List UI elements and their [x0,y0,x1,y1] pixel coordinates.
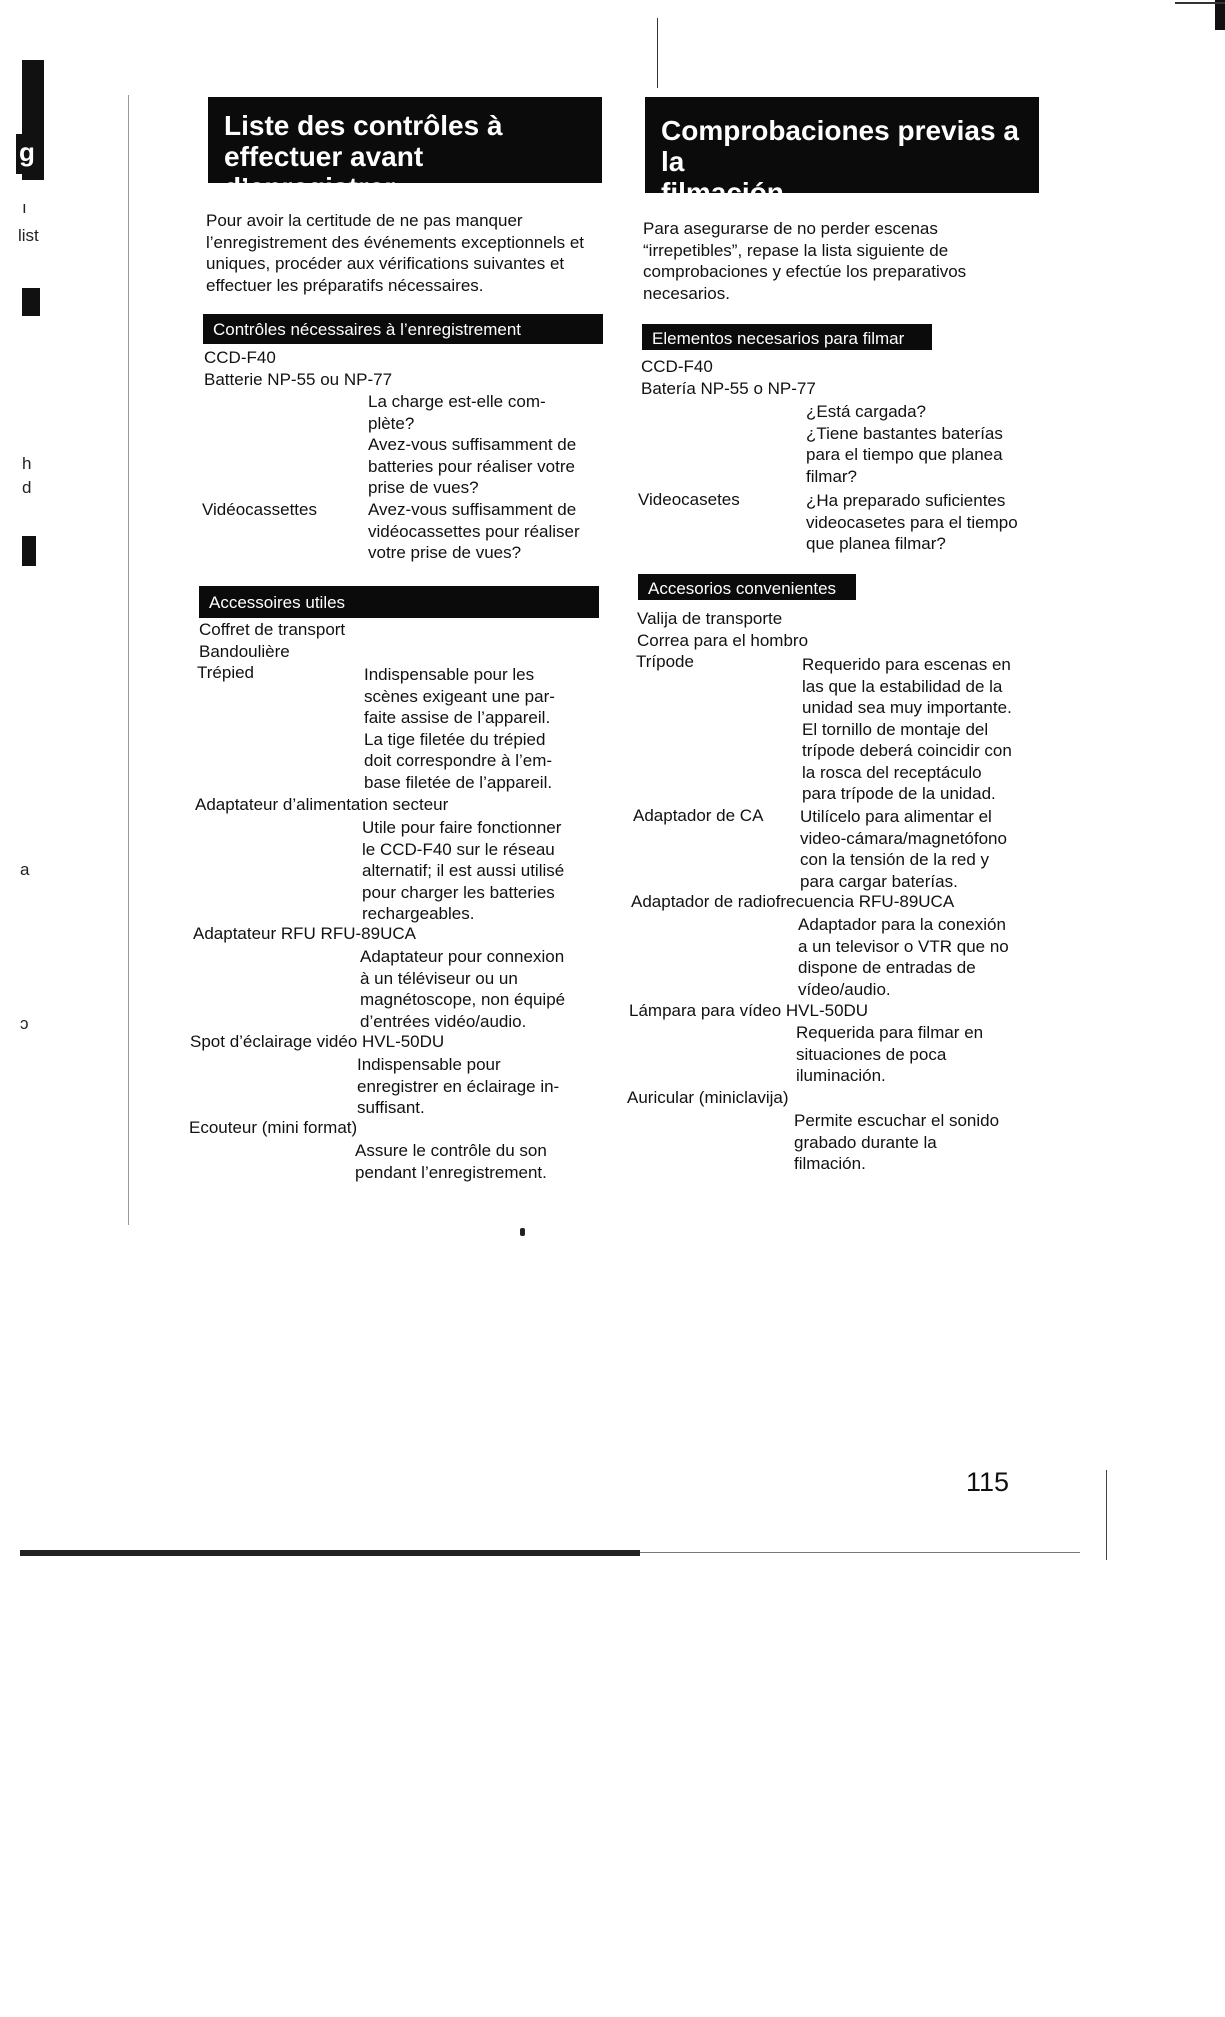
fr-intro: Pour avoir la certitude de ne pas manquer l’enregistrement des événements exceptionnels et uniques, procéder aux vérifications suivantes et effectuer les préparatifs nécessaires. [206,211,584,295]
es-s2-item7: Auricular (miniclavija) [627,1088,789,1107]
fr-s1-item2-desc [368,391,576,499]
fr-title-line2: effectuer avant d’enregistrer [224,141,424,203]
desc-line: vidéocassettes pour réaliser [368,521,580,541]
desc-line: à un téléviseur ou un [360,968,518,988]
fr-section2-heading: Accessoires utiles [199,586,599,618]
margin-snippet-3: h [22,454,32,473]
fr-s2-item4-desc [362,817,564,925]
margin-snippet-1: ı [22,198,27,217]
desc-line: base filetée de l’appareil. [364,772,553,792]
desc-line: doit correspondre à l’em- [364,751,553,770]
es-s2-item3-desc [802,654,1012,805]
fr-s2-item7: Ecouteur (mini format) [189,1118,358,1137]
top-edge-line [1175,2,1225,4]
bottom-right-edge [1106,1470,1107,1560]
desc-line: ¿Tiene bastantes baterías [806,423,1003,443]
desc-line: a un televisor o VTR que no [798,936,1009,956]
desc-line: magnétoscope, non équipé [360,990,566,1009]
es-s2-item6: Lámpara para vídeo HVL-50DU [629,1001,869,1020]
es-s2-item5: Adaptador de radiofrecuencia RFU-89UCA [631,892,955,911]
desc-line: pendant l’enregistrement. [355,1162,547,1182]
fr-s2-item3: Trépied [197,663,255,682]
desc-line: Avez-vous suffisamment de [368,435,577,454]
desc-line: prise de vues? [368,478,479,497]
desc-line: Utile pour faire fonctionner [362,818,562,837]
desc-line: filmar? [806,466,858,486]
fr-s2-item6: Spot d’éclairage vidéo HVL-50DU [190,1032,445,1051]
desc-line: video-cámara/magnetófono [800,828,1007,848]
desc-line: scènes exigeant une par- [364,686,555,706]
desc-line: alternatif; il est aussi utilisé [362,861,565,880]
desc-line: dispone de entradas de [798,958,976,977]
bottom-scan-edge [20,1550,640,1556]
desc-line: pour charger les batteries [362,882,555,902]
es-s1-item3-desc [806,490,1018,555]
desc-line: ¿Ha preparado suficientes [806,491,1006,510]
desc-line: d’entrées vidéo/audio. [360,1011,527,1031]
desc-line: que planea filmar? [806,534,946,553]
fr-s1-item2: Batterie NP-55 ou NP-77 [204,370,393,389]
desc-line: las que la estabilidad de la [802,676,1003,696]
desc-line: para cargar baterías. [800,871,958,891]
desc-line: Utilícelo para alimentar el [800,807,992,826]
es-s2-item4: Adaptador de CA [633,806,764,825]
desc-line: enregistrer en éclairage in- [357,1076,560,1096]
fr-s2-item3-desc [364,664,555,793]
fr-s2-item5-desc [360,946,565,1032]
desc-line: para trípode de la unidad. [802,784,996,803]
desc-line: filmación. [794,1154,866,1173]
desc-line: situaciones de poca [796,1044,947,1064]
margin-snippet-6: ɔ [20,1014,29,1033]
desc-line: faite assise de l’appareil. [364,708,551,727]
es-section2-heading: Accesorios convenientes [638,574,856,600]
desc-line: suffisant. [357,1098,425,1117]
es-title-line1: Comprobaciones previas a la [661,115,1019,177]
desc-line: la rosca del receptáculo [802,762,982,782]
desc-line: Indispensable pour les [364,665,535,684]
es-s2-item1: Valija de transporte [637,609,783,628]
es-intro: Para asegurarse de no perder escenas “irrepetibles”, repase la lista siguiente de comprobaciones y efectúe los preparativos necesarios. [643,219,967,303]
es-s1-item2-desc [806,401,1003,487]
es-s1-item1: CCD-F40 [641,357,713,376]
margin-block-2 [22,536,36,566]
desc-line: unidad sea muy importante. [802,698,1012,717]
es-s2-item2: Correa para el hombro [637,631,809,650]
fr-s2-item7-desc [355,1140,547,1183]
fr-title-banner [208,97,602,203]
desc-line: Assure le contrôle du son [355,1141,547,1160]
desc-line: El tornillo de montaje del [802,719,989,739]
fr-s2-item6-desc [357,1054,559,1119]
left-tab-letter: g [16,134,38,174]
desc-line: Requerida para filmar en [796,1023,984,1042]
desc-line: rechargeables. [362,904,475,923]
es-s2-item6-desc [796,1022,983,1087]
fr-s2-item1: Coffret de transport [199,620,346,639]
desc-line: La tige filetée du trépied [364,729,546,749]
top-right-edge [1215,0,1225,30]
es-s2-item7-desc [794,1110,999,1175]
es-s1-item3: Videocasetes [638,490,740,509]
margin-snippet-4: d [22,478,32,497]
desc-line: batteries pour réaliser votre [368,456,575,476]
desc-line: Adaptador para la conexión [798,915,1006,934]
fr-s1-item3: Vidéocassettes [202,500,317,519]
es-s2-item4-desc [800,806,1007,892]
desc-line: trípode deberá coincidir con [802,741,1012,760]
fr-section1-heading: Contrôles nécessaires à l’enregistrement [203,314,603,344]
desc-line: le CCD-F40 sur le réseau [362,839,555,859]
es-s2-item5-desc [798,914,1009,1000]
margin-snippet-5: a [20,860,30,879]
desc-line: Avez-vous suffisamment de [368,500,577,519]
margin-block-1 [22,288,40,316]
desc-line: plète? [368,413,415,433]
fr-s2-item2: Bandoulière [199,642,290,661]
desc-line: Requerido para escenas en [802,655,1011,674]
desc-line: La charge est-elle com- [368,392,546,411]
fr-s1-item3-desc [368,499,580,564]
fr-title-line1: Liste des contrôles à [224,110,503,141]
fr-s2-item5: Adaptateur RFU RFU-89UCA [193,924,416,943]
page-number: 115 [966,1467,1010,1497]
es-title-line2: filmación [661,177,784,208]
desc-line: ¿Está cargada? [806,402,927,421]
margin-snippet-2: list [18,226,39,245]
es-title-banner [645,97,1039,208]
desc-line: videocasetes para el tiempo [806,512,1018,532]
desc-line: Adaptateur pour connexion [360,947,565,966]
fr-s1-item1: CCD-F40 [204,348,276,367]
desc-line: para el tiempo que planea [806,445,1003,464]
desc-line: votre prise de vues? [368,543,522,562]
es-s1-item2: Batería NP-55 o NP-77 [641,379,816,398]
fr-s2-item4: Adaptateur d’alimentation secteur [195,795,449,814]
bottom-scan-edge-thin [640,1552,1080,1553]
desc-line: grabado durante la [794,1132,937,1152]
es-s2-item3: Trípode [636,652,694,671]
desc-line: Indispensable pour [357,1055,501,1074]
center-fold-line [657,18,658,88]
es-section1-heading: Elementos necesarios para filmar [642,324,932,350]
desc-line: vídeo/audio. [798,979,891,999]
desc-line: iluminación. [796,1066,886,1085]
stray-dot [520,1228,525,1236]
desc-line: Permite escuchar el sonido [794,1111,1000,1130]
left-fold-line [128,95,129,1225]
desc-line: con la tensión de la red y [800,850,990,869]
